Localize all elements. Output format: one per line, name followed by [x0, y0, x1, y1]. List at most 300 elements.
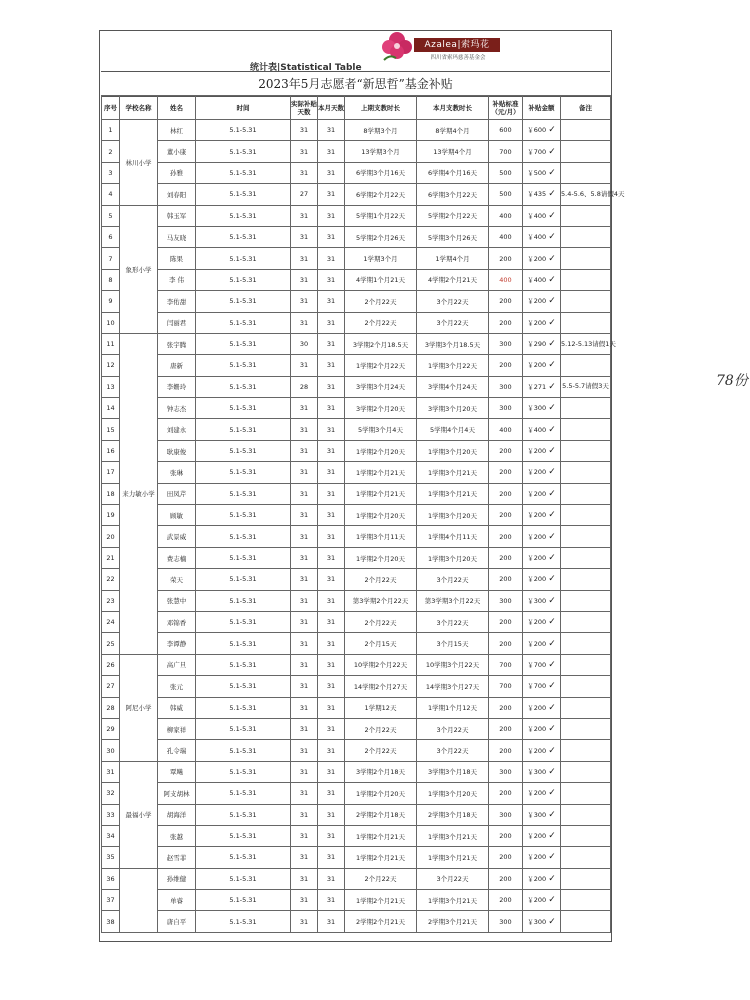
cell-prev: 6学期3个月16天: [345, 162, 417, 183]
cell-standard: 200: [489, 718, 523, 739]
checkmark-icon: ✓: [548, 167, 556, 178]
cell-amount: ￥600 ✓: [523, 120, 561, 141]
cell-no: 5: [102, 205, 120, 226]
cell-amount: ￥200 ✓: [523, 505, 561, 526]
cell-no: 10: [102, 312, 120, 333]
cell-no: 17: [102, 462, 120, 483]
cell-standard: 700: [489, 676, 523, 697]
cell-month: 31: [318, 312, 345, 333]
cell-curr: 6学期3个月22天: [417, 184, 489, 205]
table-row: [102, 890, 611, 911]
cell-school: 最福小学: [120, 761, 158, 868]
table-row: [102, 804, 611, 825]
cell-time: 5.1-5.31: [196, 697, 291, 718]
cell-no: 1: [102, 120, 120, 141]
checkmark-icon: ✓: [548, 574, 556, 585]
cell-name: 董小康: [158, 141, 196, 162]
cell-time: 5.1-5.31: [196, 120, 291, 141]
cell-curr: 3学期3个月18.5天: [417, 333, 489, 354]
cell-name: 唐自平: [158, 911, 196, 932]
cell-month: 31: [318, 419, 345, 440]
cell-actual: 31: [291, 825, 318, 846]
cell-no: 37: [102, 890, 120, 911]
cell-note: [561, 868, 611, 889]
cell-time: 5.1-5.31: [196, 269, 291, 290]
cell-month: 31: [318, 911, 345, 932]
table-row: [102, 355, 611, 376]
cell-no: 18: [102, 483, 120, 504]
cell-name: 唐新: [158, 355, 196, 376]
handwritten-mark: 78份: [716, 373, 748, 389]
cell-actual: 31: [291, 783, 318, 804]
cell-standard: 200: [489, 505, 523, 526]
cell-prev: 1学期2个月22天: [345, 355, 417, 376]
cell-note: [561, 419, 611, 440]
cell-time: 5.1-5.31: [196, 890, 291, 911]
cell-prev: 5学期3个月4天: [345, 419, 417, 440]
cell-name: 陈果: [158, 248, 196, 269]
cell-note: 5.12-5.13请假1天: [561, 333, 611, 354]
cell-actual: 31: [291, 590, 318, 611]
cell-actual: 31: [291, 440, 318, 461]
cell-time: 5.1-5.31: [196, 633, 291, 654]
cell-prev: 1学期2个月21天: [345, 825, 417, 846]
cell-prev: 2学期2个月18天: [345, 804, 417, 825]
cell-prev: 2个月22天: [345, 718, 417, 739]
cell-month: 31: [318, 526, 345, 547]
cell-month: 31: [318, 847, 345, 868]
cell-standard: 600: [489, 120, 523, 141]
column-header: 时间: [196, 96, 291, 120]
checkmark-icon: ✓: [548, 617, 556, 628]
cell-school: 象形小学: [120, 205, 158, 333]
cell-no: 16: [102, 440, 120, 461]
cell-curr: 1学期3个月20天: [417, 547, 489, 568]
cell-note: [561, 505, 611, 526]
checkmark-icon: ✓: [548, 446, 556, 457]
cell-standard: 200: [489, 847, 523, 868]
cell-note: [561, 226, 611, 247]
cell-actual: 31: [291, 120, 318, 141]
cell-no: 7: [102, 248, 120, 269]
cell-curr: 6学期4个月16天: [417, 162, 489, 183]
cell-prev: 2个月22天: [345, 312, 417, 333]
cell-time: 5.1-5.31: [196, 419, 291, 440]
checkmark-icon: ✓: [548, 360, 556, 371]
cell-month: 31: [318, 291, 345, 312]
table-row: [102, 376, 611, 397]
cell-month: 31: [318, 804, 345, 825]
cell-amount: ￥200 ✓: [523, 526, 561, 547]
cell-month: 31: [318, 205, 345, 226]
cell-note: [561, 248, 611, 269]
cell-amount: ￥400 ✓: [523, 226, 561, 247]
cell-standard: 700: [489, 654, 523, 675]
table-row: [102, 505, 611, 526]
cell-time: 5.1-5.31: [196, 569, 291, 590]
table-row: [102, 226, 611, 247]
cell-name: 林红: [158, 120, 196, 141]
cell-standard: 200: [489, 312, 523, 333]
cell-actual: 30: [291, 333, 318, 354]
cell-prev: 1学期2个月20天: [345, 505, 417, 526]
cell-amount: ￥200 ✓: [523, 611, 561, 632]
cell-prev: 1学期2个月21天: [345, 462, 417, 483]
cell-name: 孙维健: [158, 868, 196, 889]
cell-name: 韩玉军: [158, 205, 196, 226]
cell-actual: 31: [291, 462, 318, 483]
cell-no: 25: [102, 633, 120, 654]
cell-no: 20: [102, 526, 120, 547]
cell-time: 5.1-5.31: [196, 804, 291, 825]
cell-month: 31: [318, 825, 345, 846]
checkmark-icon: ✓: [548, 531, 556, 542]
cell-time: 5.1-5.31: [196, 547, 291, 568]
cell-actual: 31: [291, 740, 318, 761]
cell-amount: ￥435 ✓: [523, 184, 561, 205]
cell-amount: ￥700 ✓: [523, 654, 561, 675]
cell-prev: 14学期2个月27天: [345, 676, 417, 697]
cell-note: [561, 676, 611, 697]
checkmark-icon: ✓: [548, 916, 556, 927]
cell-amount: ￥200 ✓: [523, 740, 561, 761]
cell-actual: 31: [291, 226, 318, 247]
cell-amount: ￥200 ✓: [523, 291, 561, 312]
cell-note: [561, 804, 611, 825]
cell-curr: 5学期3个月26天: [417, 226, 489, 247]
cell-standard: 400: [489, 269, 523, 290]
cell-name: 荣天: [158, 569, 196, 590]
cell-curr: 1学期1个月12天: [417, 697, 489, 718]
table-row: [102, 526, 611, 547]
cell-no: 38: [102, 911, 120, 932]
cell-amount: ￥200 ✓: [523, 697, 561, 718]
column-header: 实际补贴天数: [291, 96, 318, 120]
cell-month: 31: [318, 611, 345, 632]
cell-curr: 2学期3个月21天: [417, 911, 489, 932]
cell-curr: 1学期3个月20天: [417, 505, 489, 526]
cell-prev: 3学期2个月20天: [345, 398, 417, 419]
checkmark-icon: ✓: [548, 510, 556, 521]
cell-curr: 3学期4个月24天: [417, 376, 489, 397]
title-row: [101, 71, 610, 97]
cell-actual: 31: [291, 291, 318, 312]
cell-time: 5.1-5.31: [196, 205, 291, 226]
cell-name: 顾敏: [158, 505, 196, 526]
cell-note: [561, 269, 611, 290]
cell-month: 31: [318, 462, 345, 483]
cell-name: 田凤芹: [158, 483, 196, 504]
cell-month: 31: [318, 248, 345, 269]
table-row: [102, 697, 611, 718]
cell-note: 5.5-5.7请假3天: [561, 376, 611, 397]
cell-note: [561, 740, 611, 761]
table-row: [102, 483, 611, 504]
cell-time: 5.1-5.31: [196, 868, 291, 889]
cell-name: 孔令瑞: [158, 740, 196, 761]
cell-curr: 3个月22天: [417, 569, 489, 590]
cell-prev: 1学期2个月21天: [345, 483, 417, 504]
checkmark-icon: ✓: [548, 253, 556, 264]
checkmark-icon: ✓: [548, 381, 556, 392]
table-row: [102, 312, 611, 333]
cell-name: 胡海洋: [158, 804, 196, 825]
cell-actual: 31: [291, 483, 318, 504]
cell-note: [561, 398, 611, 419]
cell-prev: 5学期1个月22天: [345, 205, 417, 226]
cell-amount: ￥200 ✓: [523, 890, 561, 911]
cell-month: 31: [318, 483, 345, 504]
cell-note: [561, 355, 611, 376]
cell-no: 2: [102, 141, 120, 162]
cell-actual: 27: [291, 184, 318, 205]
checkmark-icon: ✓: [548, 831, 556, 842]
cell-standard: 300: [489, 398, 523, 419]
cell-note: 5.4-5.6、5.8请假4天: [561, 184, 611, 205]
checkmark-icon: ✓: [548, 895, 556, 906]
checkmark-icon: ✓: [548, 125, 556, 136]
cell-amount: ￥271 ✓: [523, 376, 561, 397]
cell-name: 高广旦: [158, 654, 196, 675]
cell-school: 阿尼小学: [120, 654, 158, 761]
cell-month: 31: [318, 697, 345, 718]
cell-prev: 2个月22天: [345, 569, 417, 590]
table-row: [102, 590, 611, 611]
cell-name: 钟志杰: [158, 398, 196, 419]
cell-no: 8: [102, 269, 120, 290]
cell-prev: 2个月15天: [345, 633, 417, 654]
cell-actual: 31: [291, 718, 318, 739]
cell-standard: 200: [489, 440, 523, 461]
cell-month: 31: [318, 440, 345, 461]
cell-note: [561, 312, 611, 333]
cell-standard: 500: [489, 184, 523, 205]
cell-note: [561, 890, 611, 911]
cell-month: 31: [318, 120, 345, 141]
table-row: [102, 398, 611, 419]
cell-actual: 31: [291, 847, 318, 868]
checkmark-icon: ✓: [548, 766, 556, 777]
cell-month: 31: [318, 376, 345, 397]
cell-name: 李姗玲: [158, 376, 196, 397]
cell-prev: 3学期2个月18天: [345, 761, 417, 782]
cell-month: 31: [318, 141, 345, 162]
cell-curr: 3个月22天: [417, 291, 489, 312]
cell-amount: ￥200 ✓: [523, 783, 561, 804]
cell-time: 5.1-5.31: [196, 740, 291, 761]
cell-actual: 31: [291, 654, 318, 675]
cell-amount: ￥200 ✓: [523, 633, 561, 654]
cell-time: 5.1-5.31: [196, 783, 291, 804]
cell-no: 23: [102, 590, 120, 611]
table-row: [102, 825, 611, 846]
checkmark-icon: ✓: [548, 339, 556, 350]
cell-standard: 200: [489, 783, 523, 804]
checkmark-icon: ✓: [548, 232, 556, 243]
cell-time: 5.1-5.31: [196, 333, 291, 354]
cell-time: 5.1-5.31: [196, 718, 291, 739]
cell-prev: 8学期3个月: [345, 120, 417, 141]
cell-name: 马友晓: [158, 226, 196, 247]
cell-actual: 31: [291, 890, 318, 911]
cell-month: 31: [318, 505, 345, 526]
cell-note: [561, 847, 611, 868]
cell-time: 5.1-5.31: [196, 676, 291, 697]
cell-no: 28: [102, 697, 120, 718]
cell-name: 武景威: [158, 526, 196, 547]
cell-actual: 31: [291, 569, 318, 590]
cell-prev: 3学期3个月24天: [345, 376, 417, 397]
checkmark-icon: ✓: [548, 146, 556, 157]
cell-note: [561, 825, 611, 846]
cell-amount: ￥300 ✓: [523, 911, 561, 932]
cell-amount: ￥200 ✓: [523, 248, 561, 269]
checkmark-icon: ✓: [548, 274, 556, 285]
cell-amount: ￥200 ✓: [523, 440, 561, 461]
cell-amount: ￥200 ✓: [523, 462, 561, 483]
cell-name: 孙雅: [158, 162, 196, 183]
cell-time: 5.1-5.31: [196, 248, 291, 269]
cell-no: 33: [102, 804, 120, 825]
cell-note: [561, 462, 611, 483]
table-row: [102, 676, 611, 697]
column-header: 本月天数: [318, 96, 345, 120]
cell-curr: 3个月22天: [417, 740, 489, 761]
cell-school: [120, 868, 158, 932]
checkmark-icon: ✓: [548, 724, 556, 735]
subsidy-table: [101, 95, 625, 933]
table-row: [102, 761, 611, 782]
cell-curr: 4学期2个月21天: [417, 269, 489, 290]
cell-curr: 3个月22天: [417, 312, 489, 333]
table-row: [102, 462, 611, 483]
table-row: [102, 291, 611, 312]
table-row: [102, 205, 611, 226]
column-header: 本月支教时长: [417, 96, 489, 120]
cell-curr: 3个月22天: [417, 611, 489, 632]
table-row: [102, 269, 611, 290]
cell-amount: ￥500 ✓: [523, 162, 561, 183]
table-row: [102, 611, 611, 632]
cell-month: 31: [318, 569, 345, 590]
cell-time: 5.1-5.31: [196, 505, 291, 526]
cell-prev: 1学期3个月11天: [345, 526, 417, 547]
checkmark-icon: ✓: [548, 189, 556, 200]
cell-no: 31: [102, 761, 120, 782]
cell-amount: ￥200 ✓: [523, 569, 561, 590]
cell-name: 费志楠: [158, 547, 196, 568]
cell-no: 15: [102, 419, 120, 440]
checkmark-icon: ✓: [548, 702, 556, 713]
checkmark-icon: ✓: [548, 788, 556, 799]
cell-no: 21: [102, 547, 120, 568]
cell-month: 31: [318, 654, 345, 675]
cell-amount: ￥200 ✓: [523, 483, 561, 504]
cell-standard: 200: [489, 462, 523, 483]
azalea-logo: [380, 30, 500, 64]
cell-curr: 5学期4个月4天: [417, 419, 489, 440]
cell-note: [561, 291, 611, 312]
cell-prev: 2个月22天: [345, 868, 417, 889]
cell-actual: 31: [291, 611, 318, 632]
cell-note: [561, 162, 611, 183]
cell-time: 5.1-5.31: [196, 590, 291, 611]
cell-standard: 200: [489, 697, 523, 718]
cell-month: 31: [318, 718, 345, 739]
cell-month: 31: [318, 783, 345, 804]
cell-note: [561, 911, 611, 932]
cell-standard: 400: [489, 226, 523, 247]
checkmark-icon: ✓: [548, 424, 556, 435]
cell-standard: 300: [489, 804, 523, 825]
cell-curr: 14学期3个月27天: [417, 676, 489, 697]
checkmark-icon: ✓: [548, 296, 556, 307]
cell-actual: 31: [291, 633, 318, 654]
cell-amount: ￥700 ✓: [523, 676, 561, 697]
table-row: [102, 184, 611, 205]
checkmark-icon: ✓: [548, 745, 556, 756]
cell-no: 22: [102, 569, 120, 590]
cell-name: 闫丽君: [158, 312, 196, 333]
cell-time: 5.1-5.31: [196, 291, 291, 312]
cell-school: 林川小学: [120, 120, 158, 206]
cell-amount: ￥200 ✓: [523, 355, 561, 376]
cell-prev: 3学期2个月18.5天: [345, 333, 417, 354]
cell-time: 5.1-5.31: [196, 847, 291, 868]
cell-school: 来力敏小学: [120, 333, 158, 654]
cell-note: [561, 547, 611, 568]
column-header: 上期支教时长: [345, 96, 417, 120]
cell-prev: 2学期2个月21天: [345, 911, 417, 932]
cell-curr: 1学期4个月: [417, 248, 489, 269]
cell-no: 30: [102, 740, 120, 761]
cell-note: [561, 633, 611, 654]
cell-prev: 1学期2个月20天: [345, 547, 417, 568]
cell-amount: ￥200 ✓: [523, 718, 561, 739]
cell-no: 4: [102, 184, 120, 205]
cell-month: 31: [318, 226, 345, 247]
cell-name: 阿支胡林: [158, 783, 196, 804]
cell-name: 张琳: [158, 462, 196, 483]
cell-standard: 300: [489, 333, 523, 354]
cell-time: 5.1-5.31: [196, 226, 291, 247]
checkmark-icon: ✓: [548, 595, 556, 606]
cell-prev: 1学期2个月20天: [345, 783, 417, 804]
cell-month: 31: [318, 676, 345, 697]
cell-standard: 400: [489, 205, 523, 226]
cell-time: 5.1-5.31: [196, 526, 291, 547]
checkmark-icon: ✓: [548, 873, 556, 884]
table-row: [102, 162, 611, 183]
cell-name: 张宇腾: [158, 333, 196, 354]
checkmark-icon: ✓: [548, 210, 556, 221]
checkmark-icon: ✓: [548, 638, 556, 649]
cell-prev: 5学期2个月26天: [345, 226, 417, 247]
cell-time: 5.1-5.31: [196, 483, 291, 504]
cell-prev: 10学期2个月22天: [345, 654, 417, 675]
cell-note: [561, 783, 611, 804]
cell-no: 3: [102, 162, 120, 183]
cell-note: [561, 654, 611, 675]
cell-no: 36: [102, 868, 120, 889]
cell-name: 韩威: [158, 697, 196, 718]
cell-actual: 31: [291, 162, 318, 183]
table-row: [102, 783, 611, 804]
checkmark-icon: ✓: [548, 553, 556, 563]
cell-curr: 13学期4个月: [417, 141, 489, 162]
cell-month: 31: [318, 590, 345, 611]
cell-curr: 1学期3个月22天: [417, 355, 489, 376]
